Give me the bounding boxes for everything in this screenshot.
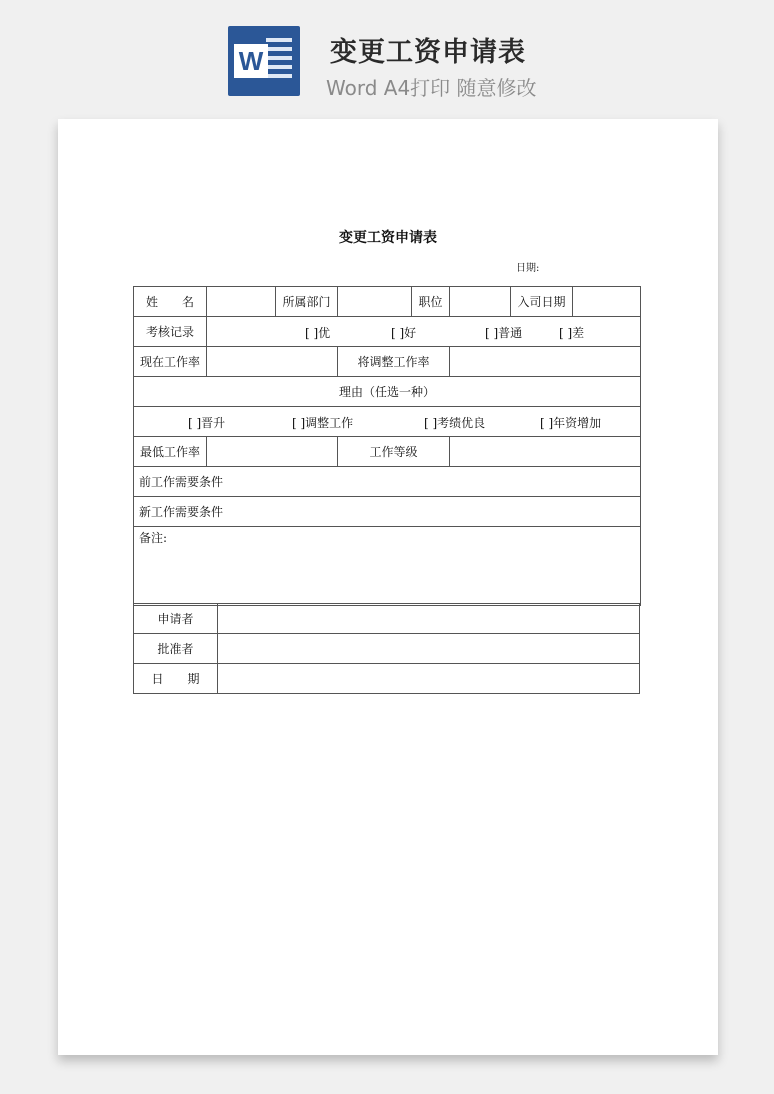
word-logo-letter: W: [234, 44, 268, 78]
header-banner: [0, 0, 774, 118]
table-row: [134, 634, 640, 664]
evaluation-options: [207, 317, 641, 347]
table-row: [134, 407, 641, 437]
banner-title: 变更工资申请表: [330, 37, 526, 68]
current-rate-label: 现在工作率: [134, 347, 207, 377]
prev-job-requirements[interactable]: 前工作需要条件: [134, 467, 641, 497]
min-rate-label: 最低工作率: [134, 437, 207, 467]
applicant-field[interactable]: [218, 604, 640, 634]
evaluation-label: 考核记录: [134, 317, 207, 347]
table-row: [134, 287, 641, 317]
notes-field[interactable]: 备注:: [134, 527, 641, 606]
reason-option-job-adjustment[interactable]: [ ]调整工作: [292, 416, 354, 430]
eval-option-average[interactable]: [ ]普通: [485, 326, 523, 340]
signoff-date-label: 日 期: [134, 664, 218, 694]
document-title: 变更工资申请表: [339, 230, 437, 246]
position-field[interactable]: [450, 287, 511, 317]
table-row: [134, 437, 641, 467]
eval-option-good[interactable]: [ ]好: [391, 326, 417, 340]
adjusted-rate-label: 将调整工作率: [338, 347, 450, 377]
reason-option-seniority[interactable]: [ ]年资增加: [540, 416, 602, 430]
department-field[interactable]: [338, 287, 412, 317]
date-label: 日期:: [516, 263, 540, 274]
reason-option-promotion[interactable]: [ ]晋升: [188, 416, 226, 430]
document-page: [58, 119, 718, 1055]
banner-subtitle: Word A4打印 随意修改: [326, 76, 537, 100]
signoff-date-field[interactable]: [218, 664, 640, 694]
table-row: [134, 347, 641, 377]
eval-option-poor[interactable]: [ ]差: [559, 326, 585, 340]
table-row: [134, 317, 641, 347]
name-label: 姓 名: [134, 287, 207, 317]
hire-date-field[interactable]: [573, 287, 641, 317]
table-row: [134, 664, 640, 694]
position-label: 职位: [412, 287, 450, 317]
approver-label: 批准者: [134, 634, 218, 664]
name-field[interactable]: [207, 287, 276, 317]
signoff-table: [133, 603, 640, 694]
table-row: [134, 497, 641, 527]
min-rate-field[interactable]: [207, 437, 338, 467]
current-rate-field[interactable]: [207, 347, 338, 377]
new-job-requirements[interactable]: 新工作需要条件: [134, 497, 641, 527]
reason-header: 理由（任选一种）: [134, 377, 641, 407]
table-row: [134, 467, 641, 497]
table-row: [134, 604, 640, 634]
reason-options: [134, 407, 641, 437]
approver-field[interactable]: [218, 634, 640, 664]
applicant-label: 申请者: [134, 604, 218, 634]
table-row: [134, 527, 641, 606]
hire-date-label: 入司日期: [511, 287, 573, 317]
department-label: 所属部门: [276, 287, 338, 317]
reason-option-performance[interactable]: [ ]考绩优良: [424, 416, 486, 430]
application-form-table: [133, 286, 641, 606]
job-grade-field[interactable]: [450, 437, 641, 467]
job-grade-label: 工作等级: [338, 437, 450, 467]
eval-option-excellent[interactable]: [ ]优: [305, 326, 331, 340]
table-row: [134, 377, 641, 407]
word-icon: [228, 26, 300, 96]
document-lines-icon: [266, 38, 292, 83]
adjusted-rate-field[interactable]: [450, 347, 641, 377]
